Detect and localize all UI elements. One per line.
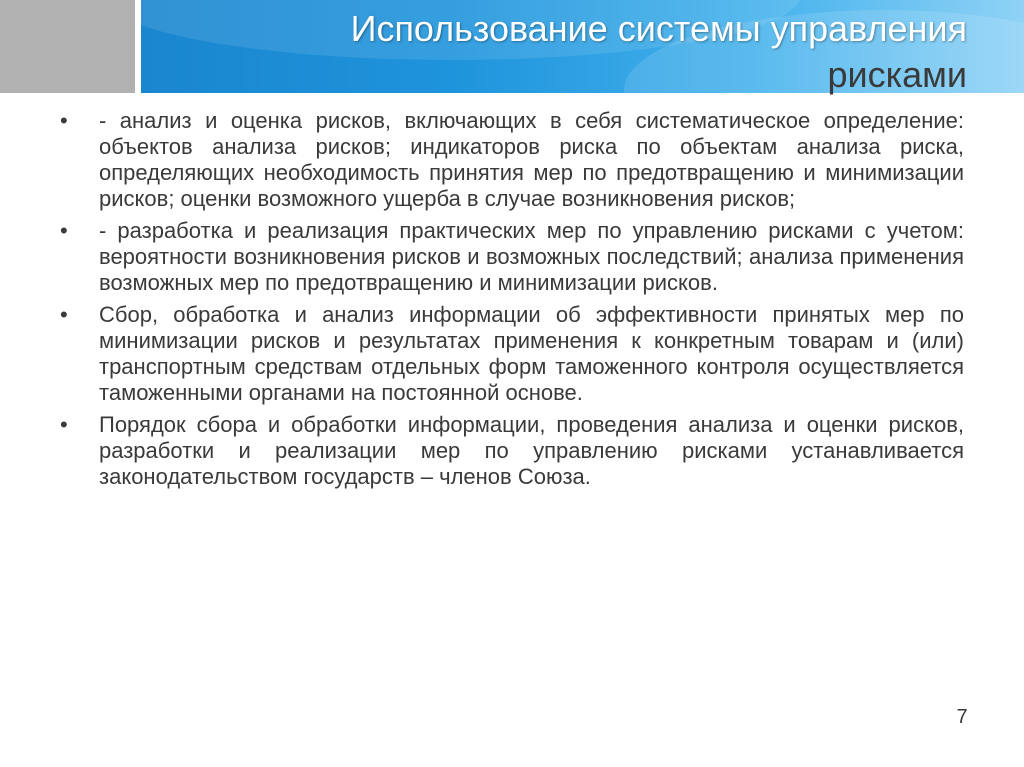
- bullet-list: [60, 108, 964, 496]
- bullet-item-3: [60, 302, 964, 406]
- slide-title-line-2: рисками: [827, 54, 967, 95]
- header-grey-block: [0, 0, 135, 93]
- slide-title-line-1: Использование системы управления: [350, 8, 967, 49]
- page-number: 7: [956, 706, 968, 728]
- slide-title: [141, 6, 967, 98]
- bullet-item-2: [60, 218, 964, 296]
- bullet-dot: •: [60, 302, 68, 327]
- bullet-item-4: [60, 412, 964, 490]
- bullet-text: Сбор, обработка и анализ информации об эффективности принятых мер по минимизации рисков и результатах применения к конкретным товарам и (или) транспортным средствам отдельных форм таможенного контроля осуществляется таможенными органами на постоянной основе.: [99, 302, 964, 405]
- bullet-dot: •: [60, 108, 68, 133]
- bullet-dot: •: [60, 412, 68, 437]
- bullet-item-1: [60, 108, 964, 212]
- bullet-text: Порядок сбора и обработки информации, проведения анализа и оценки рисков, разработки и реализации мер по управлению рисками устанавливается законодательством государств – членов Союза.: [99, 412, 964, 489]
- bullet-dot: •: [60, 218, 68, 243]
- bullet-text: - разработка и реализация практических мер по управлению рисками с учетом: вероятности возникновения рисков и возможных последствий; анализа применения возможных мер по предотвращению и минимизации рисков.: [99, 218, 964, 295]
- bullet-text: - анализ и оценка рисков, включающих в себя систематическое определение: объектов анализа рисков; индикаторов риска по объектам анализа риска, определяющих необходимость принятия мер по предотвращению и минимизации рисков; оценки возможного ущерба в случае возникновения рисков;: [99, 108, 964, 211]
